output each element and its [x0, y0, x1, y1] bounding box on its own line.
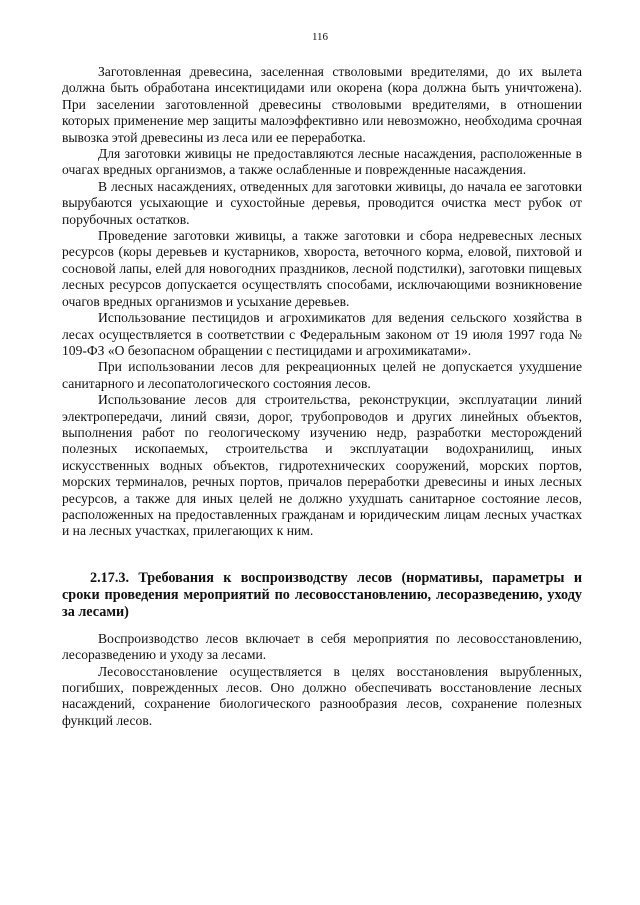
paragraph: Лесовосстановление осуществляется в целях восстановления вырубленных, погибших, поврежденных лесов. Оно должно обеспечивать восстановление лесных насаждений, сохранение биологического разнообразия лесов, сохранение полезных функций лесов. — [62, 663, 582, 728]
document-body — [62, 64, 582, 729]
paragraph: Для заготовки живицы не предоставляются лесные насаждения, расположенные в очагах вредных организмов, а также ослабленные и поврежденные насаждения. — [62, 146, 582, 178]
paragraph: Заготовленная древесина, заселенная стволовыми вредителями, до их вылета должна быть обработана инсектицидами или окорена (кора должна быть уничтожена). При заселении заготовленной древесины стволовыми вредителями, в отношении которых применение мер защиты малоэффективно или невозможно, необходима срочная вывозка этой древесины из леса или ее переработка. — [62, 64, 582, 145]
paragraph: Использование пестицидов и агрохимикатов для ведения сельского хозяйства в лесах осуществляется в соответствии с Федеральным законом от 19 июля 1997 года № 109-ФЗ «О безопасном обращении с пестицидами и агрохимикатами». — [62, 310, 582, 358]
page-number: 116 — [311, 31, 329, 43]
paragraph: Воспроизводство лесов включает в себя мероприятия по лесовосстановлению, лесоразведению и уходу за лесами. — [62, 630, 582, 663]
paragraph: В лесных насаждениях, отведенных для заготовки живицы, до начала ее заготовки вырубаются усыхающие и сухостойные деревья, проводится очистка мест рубок от порубочных остатков. — [62, 178, 582, 227]
paragraph: Проведение заготовки живицы, а также заготовки и сбора недревесных лесных ресурсов (коры деревьев и кустарников, хвороста, веточного корма, еловой, пихтовой и сосновой лапы, елей для новогодних праздников, лесной подстилки), заготовки пищевых лесных ресурсов допускается осуществлять способами, исключающими возникновение очагов вредных организмов и усыхание деревьев. — [62, 228, 582, 309]
section-heading: 2.17.3. Требования к воспроизводству лесов (нормативы, параметры и сроки проведения мероприятий по лесовосстановлению, лесоразведению, уходу за лесами) — [62, 569, 582, 620]
paragraph: При использовании лесов для рекреационных целей не допускается ухудшение санитарного и лесопатологического состояния лесов. — [62, 359, 582, 391]
paragraph: Использование лесов для строительства, реконструкции, эксплуатации линий электропередачи, линий связи, дорог, трубопроводов и других линейных объектов, выполнения работ по геологическому изучению недр, разработки месторождений полезных ископаемых, строительства и эксплуатации водохранилищ, иных искусственных водных объектов, гидротехнических сооружений, морских портов, морских терминалов, речных портов, причалов переработки древесины и иных лесных ресурсов, а также для иных целей не должно ухудшать санитарное состояние лесов, расположенных на предоставленных гражданам и юридическим лицам лесных участках и на лесных участках, прилегающих к ним. — [62, 392, 582, 539]
